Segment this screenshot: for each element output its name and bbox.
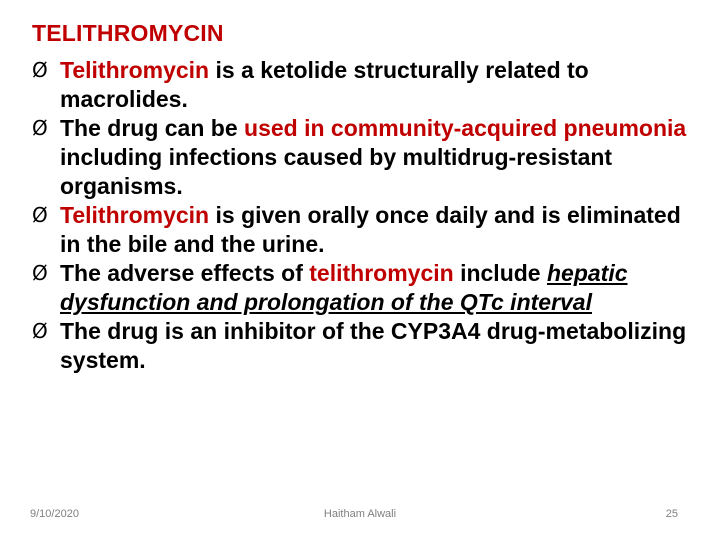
- bullet-text-segment: Telithromycin: [60, 202, 210, 228]
- bullet-text-segment: hepatic dysfunction and prolongation of the QTc interval: [60, 260, 628, 315]
- bullet-item: [32, 56, 692, 114]
- bullet-text-segment: is a ketolide structurally related to macrolides.: [60, 57, 589, 112]
- footer-date: 9/10/2020: [30, 508, 79, 520]
- arrow-bullet-icon: Ø: [32, 319, 48, 343]
- bullet-item: [32, 114, 692, 201]
- arrow-bullet-icon: Ø: [32, 203, 48, 227]
- arrow-bullet-icon: Ø: [32, 58, 48, 82]
- bullet-item: [32, 259, 692, 317]
- bullet-item: [32, 201, 692, 259]
- bullet-text-segment: include: [453, 260, 547, 286]
- footer-author: Haitham Alwali: [323, 508, 397, 520]
- bullet-text-segment: The drug can be: [60, 115, 245, 141]
- slide-title: TELITHROMYCIN: [32, 20, 224, 46]
- bullet-list: [32, 56, 692, 375]
- bullet-text-segment: including infections caused by multidrug-resistant organisms.: [60, 144, 613, 199]
- bullet-text-segment: The adverse effects of: [60, 260, 310, 286]
- bullet-text-segment: used in community-acquired pneumonia: [244, 115, 687, 141]
- bullet-item: [32, 317, 692, 375]
- footer-page-number: 25: [665, 508, 678, 520]
- arrow-bullet-icon: Ø: [32, 116, 48, 140]
- bullet-text-segment: Telithromycin: [60, 57, 210, 83]
- bullet-text-segment: is given orally once daily and is eliminated in the bile and the urine.: [60, 202, 681, 257]
- bullet-text-segment: The drug is an inhibitor of the CYP3A4 drug-metabolizing system.: [60, 318, 687, 373]
- arrow-bullet-icon: Ø: [32, 261, 48, 285]
- bullet-text-segment: telithromycin: [309, 260, 454, 286]
